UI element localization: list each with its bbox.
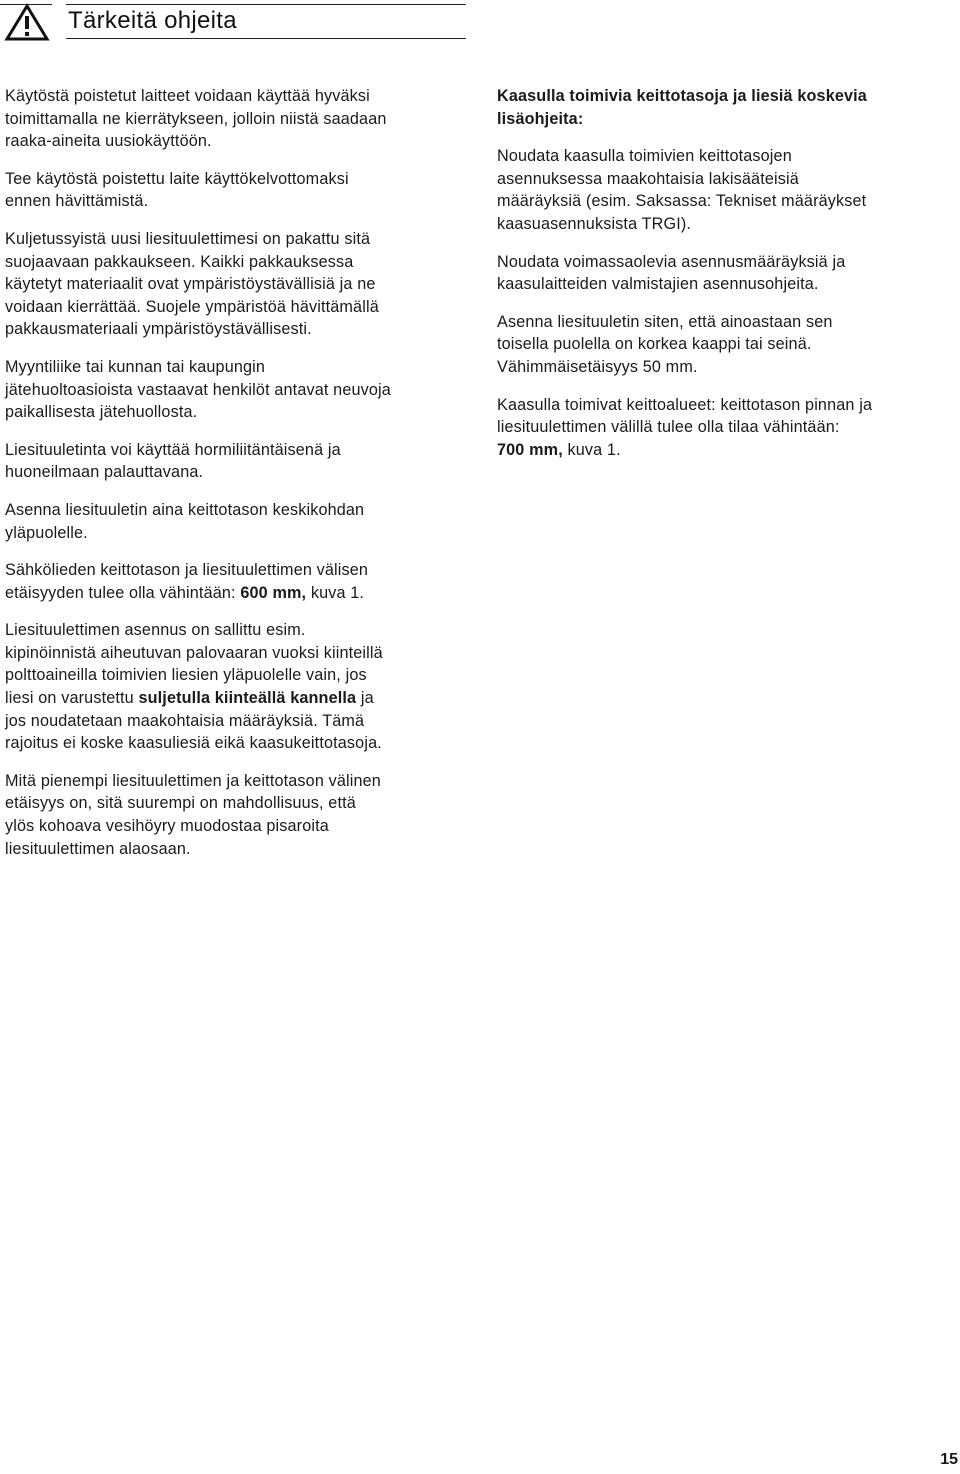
solid-fuel-emphasis: suljetulla kiinteällä kannella [138, 689, 357, 708]
solid-fuel-text-a: Liesituulettimen asennus on sallittu esim. kipinöinnistä aiheutuvan palovaaran vuoksi kiinteillä polttoaineilla toimivien liesien yläpuolelle vain, jos liesi on varustettu [5, 621, 383, 708]
paragraph-packaging: Kuljetussyistä uusi liesituulettimesi on pakattu sitä suojaavaan pakkaukseen. Kaikki pakkauksessa käytetyt materiaalit ovat ympäristöystävällisiä ja ne voidaan kierrättää. Suojele ympäristöä hävittämällä pakkausmateriaali ympäristöystävällisesti. [5, 229, 379, 339]
paragraph-gas-distance [497, 394, 955, 462]
electric-distance-figure-ref: kuva 1. [306, 583, 365, 602]
page-number: 15 [940, 1451, 958, 1468]
header-rule-bottom [66, 38, 466, 39]
gas-distance-text: Kaasulla toimivat keittoalueet: keittotason pinnan ja liesituulettimen välillä tulee olla tilaa vähintään: [497, 395, 873, 437]
paragraph-operating-modes: Liesituuletinta voi käyttää hormiliitäntäisenä ja huoneilmaan palauttavana. [5, 440, 341, 482]
gas-section-heading: Kaasulla toimivia keittotasoja ja liesiä koskevia lisäohjeita: [497, 87, 867, 128]
solid-fuel-text-b: ja jos noudatetaan maakohtaisia määräyksiä. Tämä rajoitus ei koske kaasuliesiä eikä kaasukeittotasoja. [5, 689, 382, 753]
gas-distance-value: 700 mm, [497, 440, 563, 459]
paragraph-disable-before-disposal: Tee käytöstä poistettu laite käyttökelvottomaksi ennen hävittämistä. [5, 169, 349, 211]
warning-triangle-icon [4, 3, 50, 41]
gas-distance-figure-ref: kuva 1. [562, 440, 621, 459]
electric-distance-value: 600 mm, [240, 583, 307, 602]
page-header [0, 0, 960, 44]
header-rule-top [66, 4, 466, 5]
paragraph-recycling: Käytöstä poistetut laitteet voidaan käyttää hyväksi toimittamalla ne kierrätykseen, jolloin niistä saadaan raaka-aineita uusiokäyttöön. [5, 87, 387, 151]
paragraph-installation-rules: Noudata voimassaolevia asennusmääräyksiä ja kaasulaitteiden valmistajien asennusohjeita. [497, 252, 846, 294]
right-column [497, 85, 955, 476]
paragraph-center-installation: Asenna liesituuletin aina keittotason keskikohdan yläpuolelle. [5, 500, 365, 542]
page-title: Tärkeitä ohjeita [68, 7, 237, 34]
paragraph-condensation: Mitä pienempi liesituulettimen ja keittotason välinen etäisyys on, sitä suurempi on mahdollisuus, että ylös kohoava vesihöyry muodostaa pisaroita liesituulettimen alaosaan. [5, 771, 381, 858]
left-column [5, 85, 475, 875]
paragraph-gas-regulations: Noudata kaasulla toimivien keittotasojen asennuksessa maakohtaisia lakisääteisiä määräyksiä (esim. Saksassa: Tekniset määräykset kaasuasennuksista TRGI). [497, 147, 867, 233]
paragraph-waste-advice: Myyntiliike tai kunnan tai kaupungin jätehuoltoasioista vastaavat henkilöt antavat neuvoja paikallisesta jätehuollosta. [5, 357, 391, 422]
paragraph-electric-distance [5, 559, 475, 604]
paragraph-side-clearance: Asenna liesituuletin siten, että ainoastaan sen toisella puolella on korkea kaappi tai seinä. Vähimmäisetäisyys 50 mm. [497, 312, 833, 376]
paragraph-solid-fuel [5, 619, 475, 755]
electric-distance-text: Sähkölieden keittotason ja liesituulettimen välisen etäisyyden tulee olla vähintään: [5, 561, 369, 602]
